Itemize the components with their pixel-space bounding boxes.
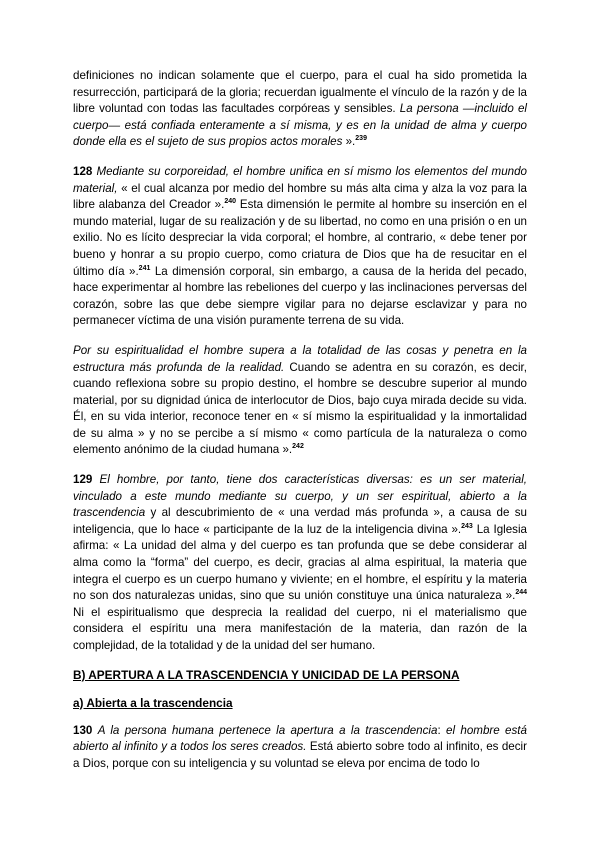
text-run: La dimensión corporal, sin embargo, a causa de la herida del pecado, hace experimentar al hombre las rebeliones del cuerpo y las inclinaciones perversas del corazón, sobre las que debe siempre vigilar para no dejarse esclavizar y para no permanecer víctima de una visión puramente terrena de su vida. <box>73 264 527 328</box>
text-run: « el cual alcanza por medio del hombre su más alta cima y alza la voz para la libre alabanza del Creador ». <box>73 181 527 212</box>
text-run: Está abierto sobre todo al infinito, es decir a Dios, porque con su inteligencia y su voluntad se eleva por encima de todo lo <box>73 740 527 770</box>
italic-text: Mediante su corporeidad, el hombre unifica en sí mismo los elementos del mundo material, <box>73 164 527 195</box>
paragraph-number: 130 <box>73 723 93 737</box>
paragraph-129 <box>73 472 527 655</box>
italic-text: El hombre, por tanto, tiene dos características diversas: es un ser material, vinculado a este mundo mediante su cuerpo, y un ser espiritual, abierto a la trascendencia <box>73 473 527 520</box>
paragraph-continuation <box>73 68 527 151</box>
text-run: y al descubrimiento de « una verdad más profunda », a causa de su inteligencia, que lo hace « participante de la luz de la inteligencia divina ». <box>73 506 527 536</box>
text-run: Esta dimensión le permite al hombre su inserción en el mundo material, lugar de su realización y de su libertad, no como en una prisión o en un exilio. No es lícito despreciar la vida corporal; el hombre, al contrario, « debe tener por bueno y honrar a su propio cuerpo, como criatura de Dios que ha de resucitar en el último día ». <box>73 198 527 278</box>
text-run: La Iglesia afirma: « La unidad del alma y del cuerpo es tan profunda que se debe considerar al alma como la “forma” del cuerpo, es decir, gracias al alma espiritual, la materia que integra el cuerpo es un cuerpo humano y viviente; en el hombre, el espíritu y la materia no son dos naturalezas unidas, sino que su unión constituye una única naturaleza ». <box>73 522 527 603</box>
footnote-ref: 244 <box>515 589 527 597</box>
italic-text: La persona —incluido el cuerpo— está confiada enteramente a sí misma, y es en la unidad de alma y cuerpo donde ella es el sujeto de sus propios actos morales <box>73 102 527 149</box>
text-run: definiciones no indican solamente que el cuerpo, para el cual ha sido prometida la resurrección, participará de la gloria; recuerdan igualmente el vínculo de la razón y de la libre voluntad con todas las facultades corpóreas y sensibles. <box>73 69 527 116</box>
paragraph-number: 129 <box>73 473 93 487</box>
footnote-ref: 239 <box>355 135 367 143</box>
paragraph-number: 128 <box>73 164 93 178</box>
footnote-ref: 241 <box>138 264 151 272</box>
italic-text: el hombre está abierto al infinito y a todos los seres creados. <box>73 723 527 754</box>
section-heading-b: B) APERTURA A LA TRASCENDENCIA Y UNICIDAD DE LA PERSONA <box>73 667 460 682</box>
paragraph-128 <box>73 164 527 330</box>
footnote-ref: 242 <box>292 443 304 451</box>
text-run: ». <box>342 135 356 149</box>
text-run: Cuando se adentra en su corazón, es decir, cuando reflexiona sobre su propio destino, el hombre se descubre superior al mundo material, por su dignidad única de interlocutor de Dios, bajo cuya mirada decide su vida. Él, en su vida interior, reconoce tener en « sí mismo la espiritualidad y la inmortalidad de su alma » y no se percibe a sí mismo « como partícula de la naturaleza o como elemento anónimo de la ciudad humana ». <box>73 360 527 457</box>
text-run: : <box>437 723 447 737</box>
footnote-ref: 243 <box>461 522 473 530</box>
paragraph-130 <box>73 723 527 773</box>
italic-text: Por su espiritualidad el hombre supera a la totalidad de las cosas y penetra en la estructura más profunda de la realidad. <box>73 343 527 374</box>
text-run: Ni el espiritualismo que desprecia la realidad del cuerpo, ni el materialismo que considera el espíritu una mera manifestación de la materia, dan razón de la complejidad, de la totalidad y de la unidad del ser humano. <box>73 605 527 652</box>
paragraph-128-spirituality <box>73 343 527 459</box>
italic-text: A la persona humana pertenece la apertura a la trascendencia <box>97 723 438 737</box>
subsection-heading-a: a) Abierta a la trascendencia <box>73 695 233 710</box>
footnote-ref: 240 <box>224 198 237 206</box>
